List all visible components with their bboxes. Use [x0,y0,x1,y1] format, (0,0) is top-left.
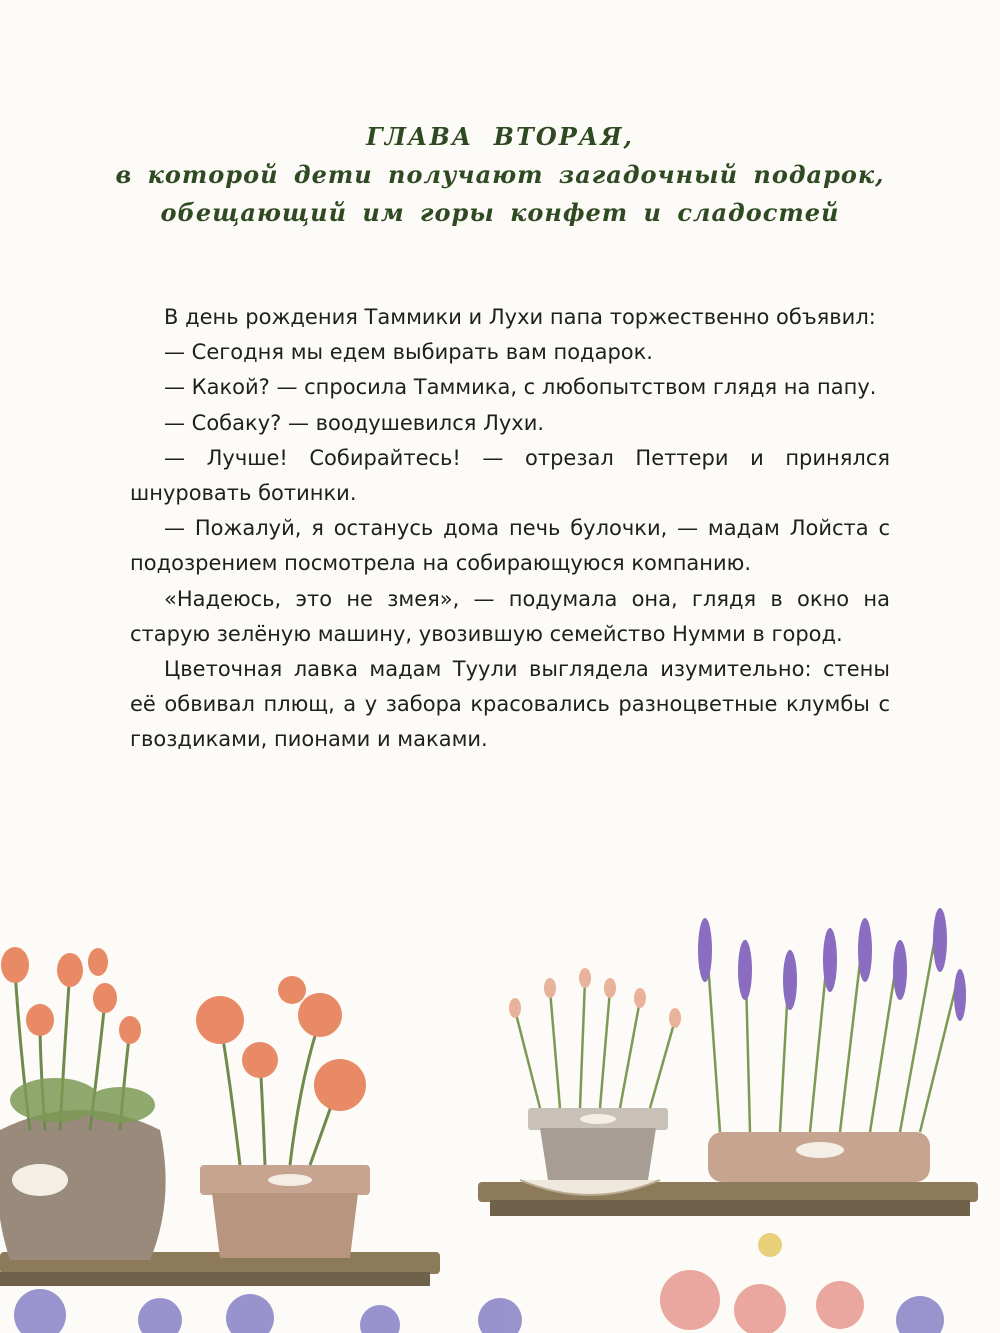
paragraph: В день рождения Таммики и Лухи папа торжественно объявил: [164,305,876,329]
paragraph: Цветочная лавка мадам Туули выглядела изумительно: стены её обвивал плющ, а у забора красовались разноцветные клумбы с гвоздиками, пионами и маками. [130,657,890,752]
paragraph: — Сегодня мы едем выбирать вам подарок. [164,340,653,365]
middle-right-stems [515,980,675,1108]
middle-right-buds [509,968,681,1028]
chapter-text [130,300,890,758]
paragraph: «Надеюсь, это не змея», — подумала она, глядя в окно на старую зелёную машину, увозившую семейство Нумми в город. [130,586,890,646]
right-shelf [478,1180,978,1216]
middle-right-pot [528,1108,668,1180]
chapter-title: ГЛАВА ВТОРАЯ, [366,122,634,151]
paragraph: — Лучше! Собирайтесь! — отрезал Петтери и принялся шнуровать ботинки. [130,445,890,506]
lavender-blooms [698,908,966,1021]
middle-left-flowers [196,976,366,1111]
chapter-heading [0,118,1000,232]
lavender-pot [708,1132,930,1182]
paragraph: — Пожалуй, я останусь дома печь булочки, — мадам Лойста с подозрением посмотрела на собирающуюся компанию. [130,516,890,576]
bottom-blue-flowers [14,1289,944,1333]
leaves-left [10,1078,155,1123]
chapter-subtitle-line-1: в которой дети получают загадочный подарок, [115,160,885,189]
paragraph: — Собаку? — воодушевился Лухи. [164,410,545,435]
flowerpots-on-shelves-illustration [0,880,1000,1333]
orange-petals-left [1,947,141,1044]
yellow-flower [758,1233,782,1257]
large-left-pot [0,1110,166,1260]
paragraph: — Какой? — спросила Таммика, с любопытством глядя на папу. [164,375,877,400]
chapter-subtitle-line-2: обещающий им горы конфет и сладостей [160,198,840,227]
bottom-pink-flowers [660,1270,864,1333]
middle-left-pot [200,1165,370,1258]
